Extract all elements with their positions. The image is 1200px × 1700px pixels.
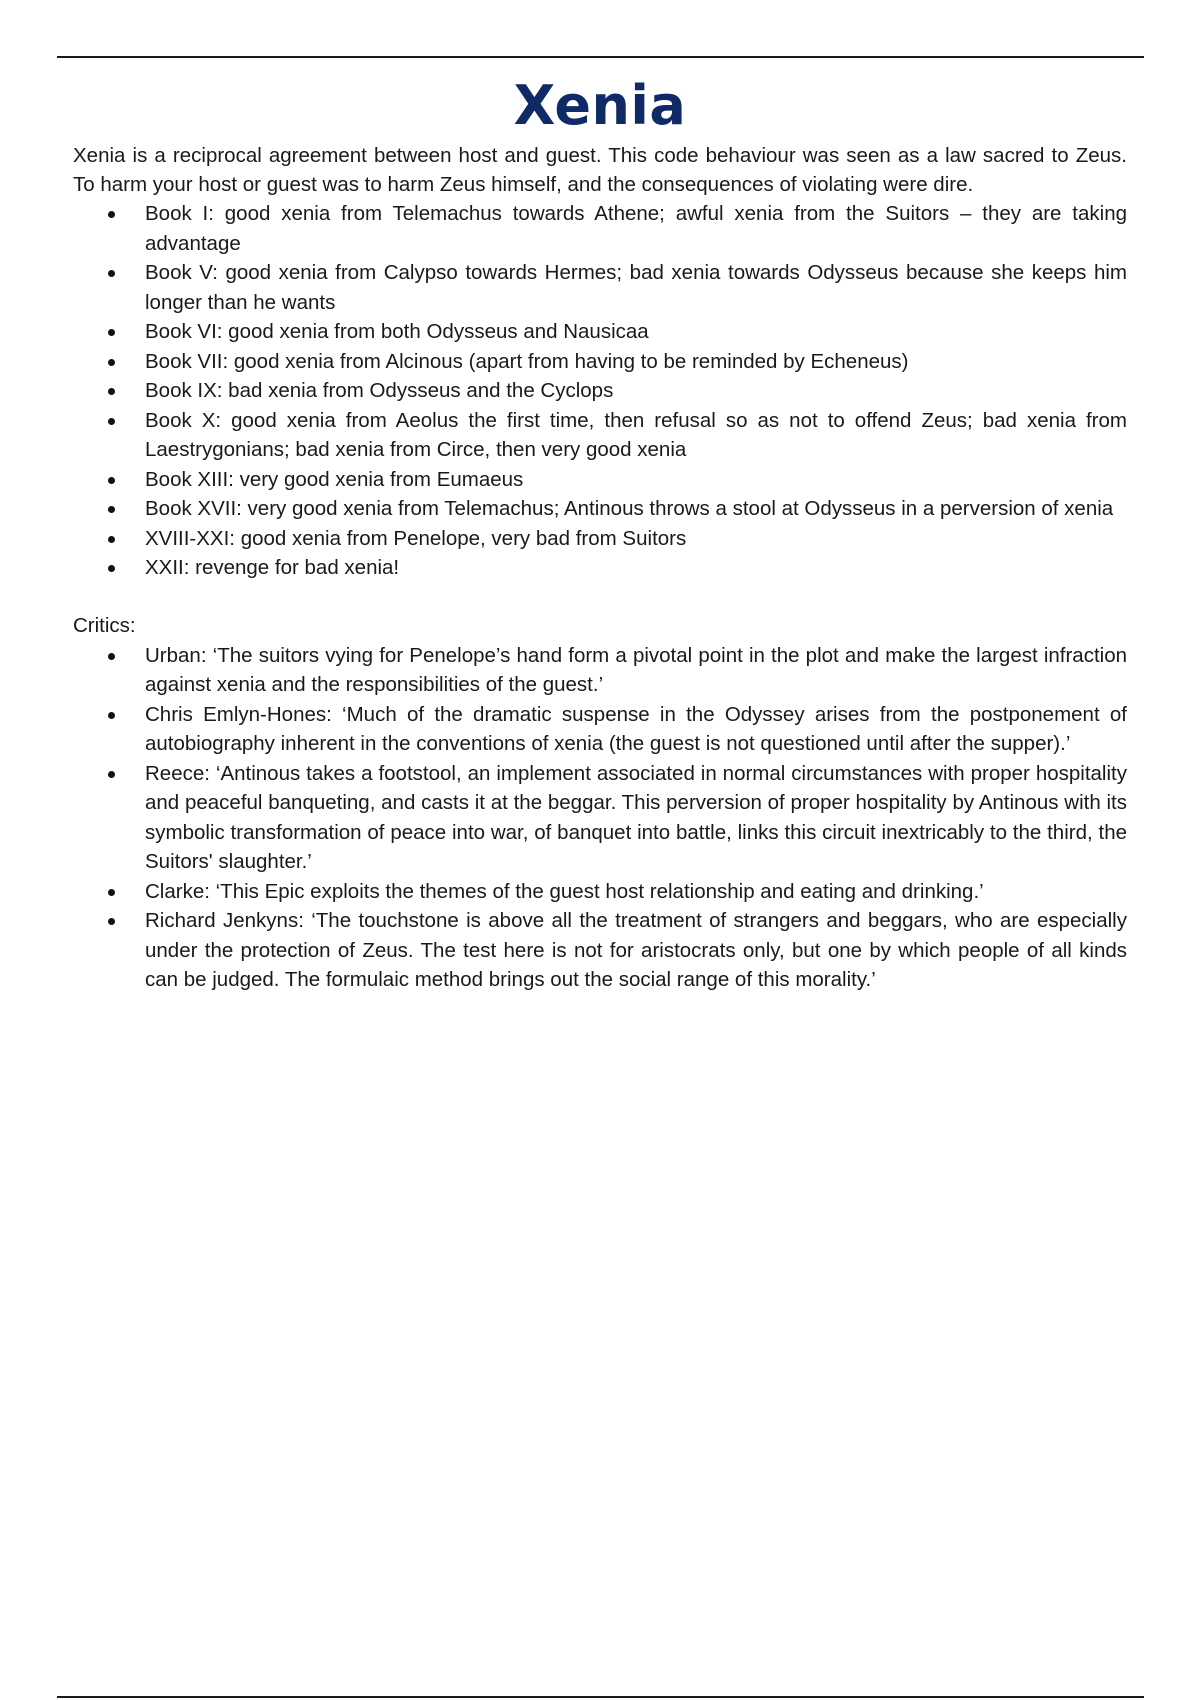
list-item-text: Book VI: good xenia from both Odysseus and Nausicaa [145, 320, 649, 343]
list-item [145, 347, 1127, 377]
list-item-text: Book X: good xenia from Aeolus the first time, then refusal so as not to offend Zeus; bad xenia from Laestrygonians; bad xenia from Circe, then very good xenia [145, 408, 1127, 461]
list-item-text: Richard Jenkyns: ‘The touchstone is above all the treatment of strangers and beggars, who are especially under the protection of Zeus. The test here is not for aristocrats only, but one by which people of all kinds can be judged. The formulaic method brings out the social range of this morality.’ [145, 909, 1127, 991]
list-item [145, 494, 1127, 524]
book-list [73, 199, 1127, 583]
page-title: Xenia [513, 74, 687, 137]
list-item [145, 465, 1127, 495]
list-item [145, 641, 1127, 700]
bullet-icon [108, 506, 115, 513]
bullet-icon [108, 329, 115, 336]
list-item [145, 376, 1127, 406]
intro-paragraph: Xenia is a reciprocal agreement between host and guest. This code behaviour was seen as a law sacred to Zeus. To harm your host or guest was to harm Zeus himself, and the consequences of violating were dire. [73, 144, 1127, 196]
bullet-icon [108, 388, 115, 395]
bullet-icon [108, 918, 115, 925]
bullet-icon [108, 536, 115, 543]
list-item-text: XXII: revenge for bad xenia! [145, 556, 400, 579]
list-item [145, 199, 1127, 258]
list-item-text: Urban: ‘The suitors vying for Penelope’s hand form a pivotal point in the plot and make the largest infraction against xenia and the responsibilities of the guest.’ [145, 643, 1127, 696]
list-item-text: Book IX: bad xenia from Odysseus and the Cyclops [145, 379, 614, 402]
list-item [145, 317, 1127, 347]
bullet-icon [108, 712, 115, 719]
list-item-text: Book V: good xenia from Calypso towards Hermes; bad xenia towards Odysseus because she keeps him longer than he wants [145, 261, 1127, 314]
list-item-text: Chris Emlyn-Hones: ‘Much of the dramatic suspense in the Odyssey arises from the postponement of autobiography inherent in the conventions of xenia (the guest is not questioned until after the supper).’ [145, 702, 1127, 755]
top-rule [57, 56, 1144, 58]
bottom-rule [57, 1696, 1144, 1698]
list-item [145, 759, 1127, 877]
list-item [145, 906, 1127, 995]
critics-list [73, 641, 1127, 995]
list-item [145, 700, 1127, 759]
bullet-icon [108, 477, 115, 484]
document-body [73, 74, 1127, 995]
bullet-icon [108, 771, 115, 778]
list-item [145, 524, 1127, 554]
bullet-icon [108, 889, 115, 896]
critics-heading: Critics: [73, 613, 136, 637]
list-item-text: Clarke: ‘This Epic exploits the themes of the guest host relationship and eating and drinking.’ [145, 879, 984, 903]
bullet-icon [108, 211, 115, 218]
list-item [145, 406, 1127, 465]
list-item-text: Book XVII: very good xenia from Telemachus; Antinous throws a stool at Odysseus in a perversion of xenia [145, 497, 1114, 520]
list-item-text: Book I: good xenia from Telemachus towards Athene; awful xenia from the Suitors – they are taking advantage [145, 202, 1127, 255]
list-item [145, 877, 1127, 907]
bullet-icon [108, 418, 115, 425]
list-item [145, 258, 1127, 317]
bullet-icon [108, 270, 115, 277]
list-item [145, 553, 1127, 583]
list-item-text: XVIII-XXI: good xenia from Penelope, very bad from Suitors [145, 526, 687, 550]
bullet-icon [108, 359, 115, 366]
list-item-text: Book VII: good xenia from Alcinous (apart from having to be reminded by Echeneus) [145, 349, 909, 373]
list-item-text: Reece: ‘Antinous takes a footstool, an implement associated in normal circumstances with proper hospitality and peaceful banqueting, and casts it at the beggar. This perversion of proper hospitality by Antinous with its symbolic transformation of peace into war, of banquet into battle, links this circuit inextricably to the third, the Suitors' slaughter.’ [145, 761, 1127, 873]
bullet-icon [108, 565, 115, 572]
bullet-icon [108, 653, 115, 660]
list-item-text: Book XIII: very good xenia from Eumaeus [145, 467, 524, 491]
